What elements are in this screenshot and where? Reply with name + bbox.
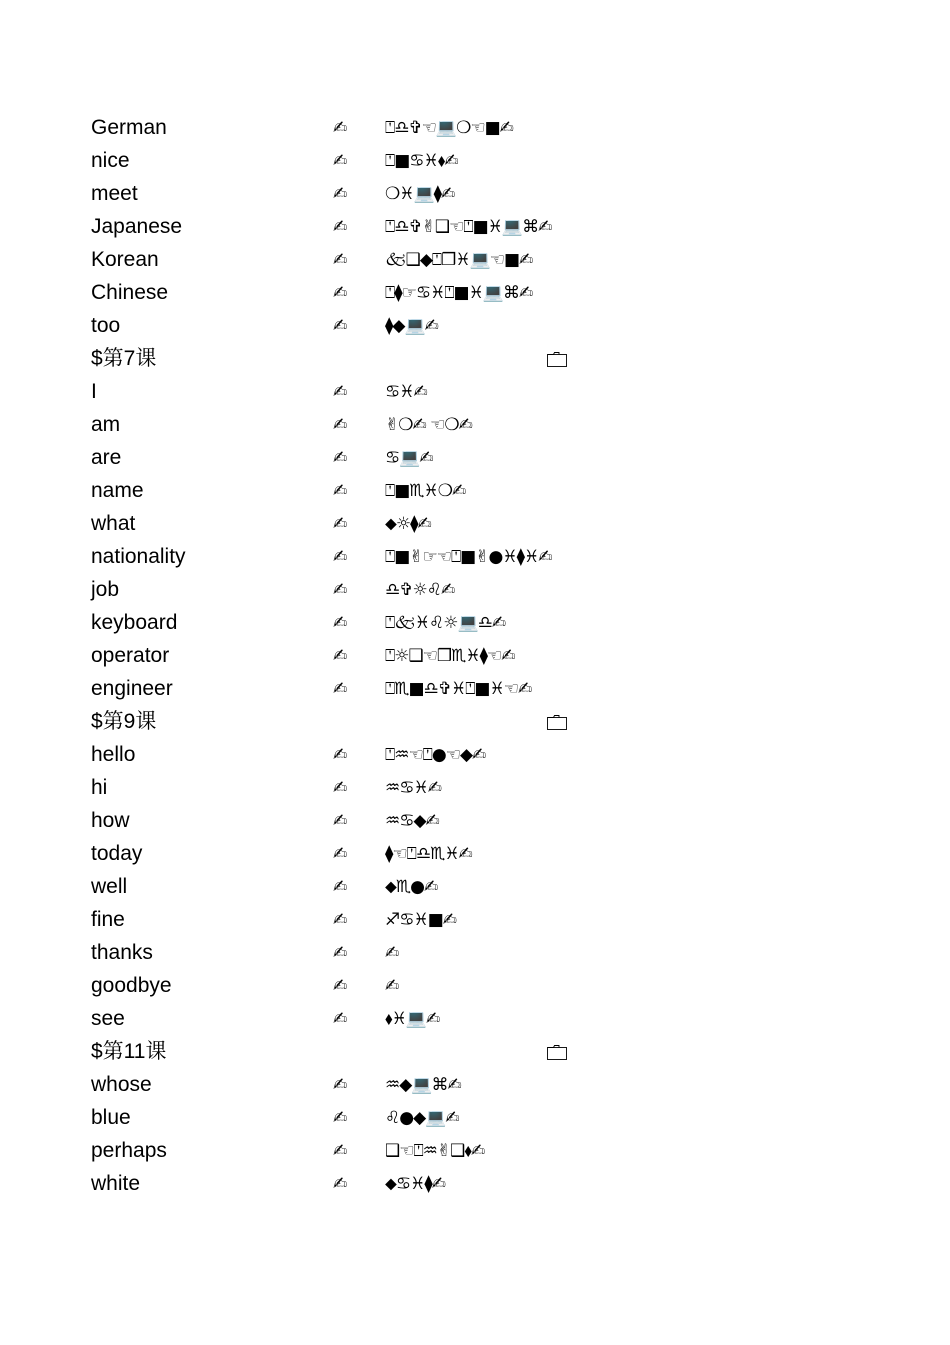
english-word: thanks [91, 941, 153, 964]
vocabulary-row [0, 1102, 950, 1135]
writing-hand-icon: ✍ [333, 778, 348, 798]
symbol-glyph-text: ⍞■♋♓⬧✍ [385, 151, 458, 171]
writing-hand-icon: ✍ [333, 976, 348, 996]
lesson-heading: $第9课 [91, 710, 157, 733]
english-word: keyboard [91, 611, 178, 634]
vocabulary-row [0, 904, 950, 937]
writing-hand-icon: ✍ [333, 217, 348, 237]
english-word: today [91, 842, 143, 865]
symbol-glyph-text: ⬥☼⧫✍ [385, 514, 431, 534]
folder-icon [547, 352, 567, 367]
english-word: am [91, 413, 121, 436]
vocabulary-row [0, 244, 950, 277]
lesson-heading-row [0, 1036, 950, 1069]
symbol-glyph-text: ♋♓✍ [385, 382, 427, 402]
symbol-glyph-text: ✍ [385, 976, 399, 996]
english-word: nice [91, 149, 130, 172]
english-word: white [91, 1172, 141, 1195]
vocabulary-row [0, 112, 950, 145]
english-word: blue [91, 1106, 131, 1129]
symbol-glyph-text: ⍞■✌☞☜⍞■✌●♓⧫♓✍ [385, 547, 552, 567]
english-word: fine [91, 908, 125, 931]
vocabulary-row [0, 277, 950, 310]
writing-hand-icon: ✍ [333, 1141, 348, 1161]
symbol-glyph-text: ⍞☼❑☜❒♏♓⧫☜✍ [385, 646, 515, 666]
writing-hand-icon: ✍ [333, 844, 348, 864]
vocabulary-row [0, 1168, 950, 1201]
vocabulary-row [0, 805, 950, 838]
symbol-glyph-text: ⍞■♏♓❍✍ [385, 481, 466, 501]
english-word: how [91, 809, 130, 832]
vocabulary-row [0, 937, 950, 970]
lesson-heading-row [0, 343, 950, 376]
symbol-glyph-text: ⬥♋♓⧫✍ [385, 1174, 446, 1194]
writing-hand-icon: ✍ [333, 1108, 348, 1128]
writing-hand-icon: ✍ [333, 382, 348, 402]
english-word: name [91, 479, 144, 502]
symbol-glyph-text: ⬧♓💻✍ [385, 1009, 440, 1029]
writing-hand-icon: ✍ [333, 811, 348, 831]
symbol-glyph-text: ♒◆💻⌘✍ [385, 1075, 461, 1095]
vocabulary-row [0, 442, 950, 475]
symbol-glyph-text: ♐♋♓■✍ [385, 910, 457, 930]
english-word: nationality [91, 545, 186, 568]
english-word: engineer [91, 677, 173, 700]
english-word: hello [91, 743, 136, 766]
english-word: see [91, 1007, 125, 1030]
vocabulary-row [0, 211, 950, 244]
writing-hand-icon: ✍ [333, 580, 348, 600]
vocabulary-row [0, 475, 950, 508]
folder-icon [547, 1045, 567, 1060]
symbol-glyph-text: ⍞♏■♎✞♓⍞■♓☜✍ [385, 679, 532, 699]
vocabulary-row [0, 871, 950, 904]
symbol-glyph-text: ⧫☜⍞♎♏♓✍ [385, 844, 472, 864]
lesson-heading: $第11课 [91, 1040, 167, 1063]
writing-hand-icon: ✍ [333, 118, 348, 138]
folder-icon [547, 715, 567, 730]
symbol-glyph-text: ⬥♏●✍ [385, 877, 438, 897]
symbol-glyph-text: ⍞♎✞✌❑☜⍞■♓💻⌘✍ [385, 217, 552, 237]
vocabulary-row [0, 574, 950, 607]
vocabulary-row [0, 1135, 950, 1168]
english-word: goodbye [91, 974, 172, 997]
symbol-glyph-text: ♎✞☼♌✍ [385, 580, 455, 600]
symbol-glyph-text: ⍞♒☜⍞●☜◆✍ [385, 745, 486, 765]
english-word: whose [91, 1073, 152, 1096]
vocabulary-list [0, 112, 950, 1201]
english-word: meet [91, 182, 138, 205]
vocabulary-row [0, 772, 950, 805]
symbol-glyph-text: ⍞🙵♓♌☼💻♎✍ [385, 613, 506, 633]
vocabulary-row [0, 838, 950, 871]
writing-hand-icon: ✍ [333, 910, 348, 930]
symbol-glyph-text: ⍞♎✞☜💻❍☜■✍ [385, 118, 513, 138]
english-word: operator [91, 644, 170, 667]
vocabulary-row [0, 376, 950, 409]
english-word: are [91, 446, 122, 469]
writing-hand-icon: ✍ [333, 1009, 348, 1029]
writing-hand-icon: ✍ [333, 448, 348, 468]
symbol-glyph-text: ♒♋♓✍ [385, 778, 441, 798]
vocabulary-row [0, 970, 950, 1003]
english-word: too [91, 314, 121, 337]
english-word: I [91, 380, 97, 403]
symbol-glyph-text: ♋💻✍ [385, 448, 433, 468]
english-word: well [91, 875, 128, 898]
writing-hand-icon: ✍ [333, 613, 348, 633]
vocabulary-row [0, 145, 950, 178]
english-word: perhaps [91, 1139, 167, 1162]
writing-hand-icon: ✍ [333, 250, 348, 270]
writing-hand-icon: ✍ [333, 1075, 348, 1095]
vocabulary-row [0, 1069, 950, 1102]
vocabulary-row [0, 640, 950, 673]
writing-hand-icon: ✍ [333, 283, 348, 303]
writing-hand-icon: ✍ [333, 547, 348, 567]
english-word: German [91, 116, 167, 139]
vocabulary-row [0, 409, 950, 442]
lesson-heading: $第7课 [91, 347, 157, 370]
english-word: Chinese [91, 281, 169, 304]
symbol-glyph-text: 🙵❑◆⍞❒♓💻☜■✍ [385, 250, 533, 270]
writing-hand-icon: ✍ [333, 1174, 348, 1194]
writing-hand-icon: ✍ [333, 646, 348, 666]
vocabulary-row [0, 310, 950, 343]
symbol-glyph-text: ❍♓💻⧫✍ [385, 184, 455, 204]
vocabulary-row [0, 739, 950, 772]
symbol-glyph-text: ♌●◆💻✍ [385, 1108, 459, 1128]
lesson-heading-row [0, 706, 950, 739]
english-word: job [91, 578, 120, 601]
writing-hand-icon: ✍ [333, 184, 348, 204]
symbol-glyph-text: ✍ [385, 943, 399, 963]
vocabulary-row [0, 541, 950, 574]
english-word: Korean [91, 248, 159, 271]
vocabulary-row [0, 673, 950, 706]
writing-hand-icon: ✍ [333, 679, 348, 699]
english-word: hi [91, 776, 108, 799]
writing-hand-icon: ✍ [333, 514, 348, 534]
symbol-glyph-text: ♒♋◆✍ [385, 811, 439, 831]
english-word: what [91, 512, 136, 535]
vocabulary-row [0, 1003, 950, 1036]
writing-hand-icon: ✍ [333, 415, 348, 435]
symbol-glyph-text: ⧫◆💻✍ [385, 316, 438, 336]
symbol-glyph-text: ❑☜⍞♒✌❑⬧✍ [385, 1141, 485, 1161]
vocabulary-row [0, 607, 950, 640]
english-word: Japanese [91, 215, 183, 238]
writing-hand-icon: ✍ [333, 316, 348, 336]
symbol-glyph-text: ⍞⧫☞♋♓⍞■♓💻⌘✍ [385, 283, 533, 303]
writing-hand-icon: ✍ [333, 877, 348, 897]
symbol-glyph-text: ✌❍✍ ☜❍✍ [385, 415, 472, 435]
writing-hand-icon: ✍ [333, 943, 348, 963]
writing-hand-icon: ✍ [333, 481, 348, 501]
writing-hand-icon: ✍ [333, 745, 348, 765]
writing-hand-icon: ✍ [333, 151, 348, 171]
vocabulary-row [0, 508, 950, 541]
vocabulary-row [0, 178, 950, 211]
